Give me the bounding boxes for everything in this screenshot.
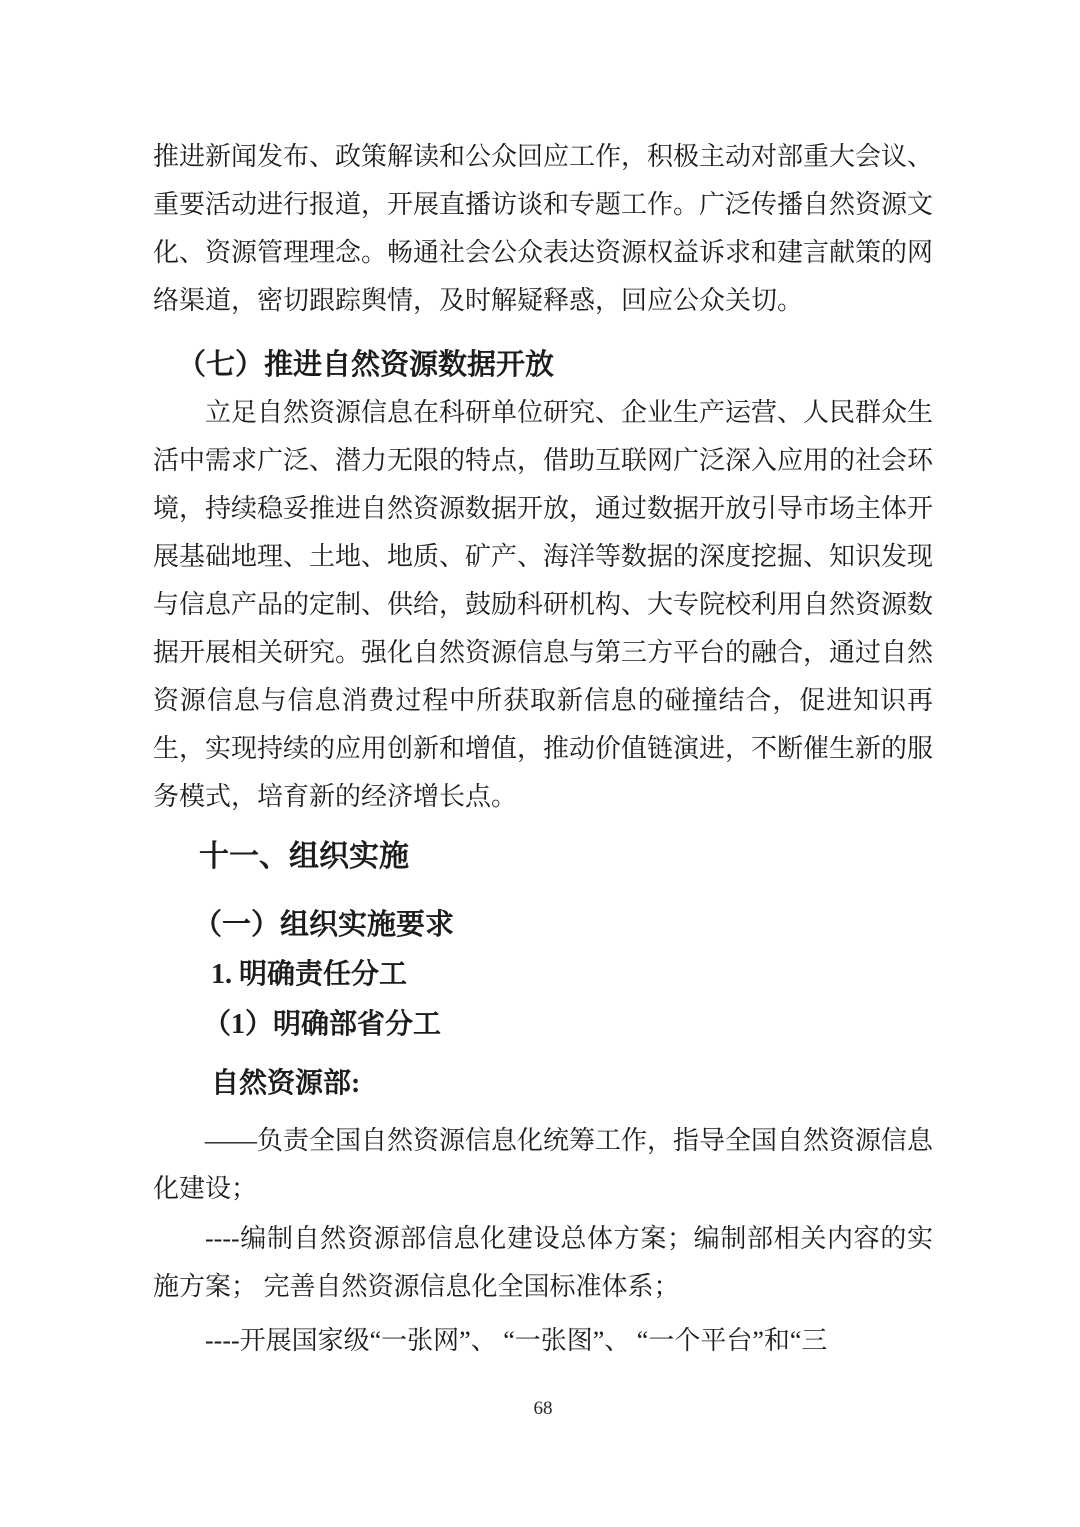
paragraph-data-opening — [153, 389, 933, 821]
text-line: 与信息产品的定制、供给，鼓励科研机构、大专院校利用自然资源数 — [153, 590, 934, 619]
section-heading-data-opening: （七）推进自然资源数据开放 — [177, 349, 555, 381]
dash-item-coordination — [153, 1117, 933, 1213]
subsection-heading-division: （1）明确部省分工 — [203, 1009, 442, 1040]
text-line: ——负责全国自然资源信息化统筹工作，指导全国自然资源信息 — [205, 1126, 934, 1155]
text-line: ----编制自然资源部信息化建设总体方案；编制部相关内容的实 — [205, 1224, 933, 1253]
dash-item-national-level — [153, 1317, 933, 1365]
section-heading-requirements: （一）组织实施要求 — [193, 909, 455, 941]
chapter-heading-organization: 十一、组织实施 — [199, 840, 409, 873]
text-line: 化、资源管理理念。畅通社会公众表达资源权益诉求和建言献策的网 — [153, 238, 934, 267]
text-line: 务模式，培育新的经济增长点。 — [153, 782, 518, 811]
text-line: 据开展相关研究。强化自然资源信息与第三方平台的融合，通过自然 — [153, 638, 934, 667]
text-line: 生，实现持续的应用创新和增值，推动价值链演进，不断催生新的服 — [153, 734, 934, 763]
text-line: 重要活动进行报道，开展直播访谈和专题工作。广泛传播自然资源文 — [153, 190, 934, 219]
text-line: 络渠道，密切跟踪舆情，及时解疑释惑，回应公众关切。 — [153, 286, 804, 315]
text-line: 境，持续稳妥推进自然资源数据开放，通过数据开放引导市场主体开 — [153, 494, 934, 523]
page-content — [153, 0, 933, 1433]
label-ministry-natural-resources: 自然资源部: — [211, 1068, 361, 1099]
text-line: 施方案； 完善自然资源信息化全国标准体系； — [153, 1272, 680, 1301]
page-number: 68 — [533, 1398, 553, 1419]
text-line: 立足自然资源信息在科研单位研究、企业生产运营、人民群众生 — [205, 398, 934, 427]
text-line: 推进新闻发布、政策解读和公众回应工作，积极主动对部重大会议、 — [153, 142, 934, 171]
text-line: 资源信息与信息消费过程中所获取新信息的碰撞结合，促进知识再 — [153, 686, 933, 715]
paragraph-continuation — [153, 133, 933, 325]
dash-item-plan — [153, 1215, 933, 1311]
text-line: 活中需求广泛、潜力无限的特点，借助互联网广泛深入应用的社会环 — [153, 446, 934, 475]
text-line: 化建设； — [153, 1174, 258, 1203]
subsection-heading-responsibility: 1. 明确责任分工 — [211, 959, 408, 990]
text-line: 展基础地理、土地、地质、矿产、海洋等数据的深度挖掘、知识发现 — [153, 542, 934, 571]
text-line: ----开展国家级“一张网”、 “一张图”、 “一个平台”和“三 — [205, 1326, 828, 1355]
